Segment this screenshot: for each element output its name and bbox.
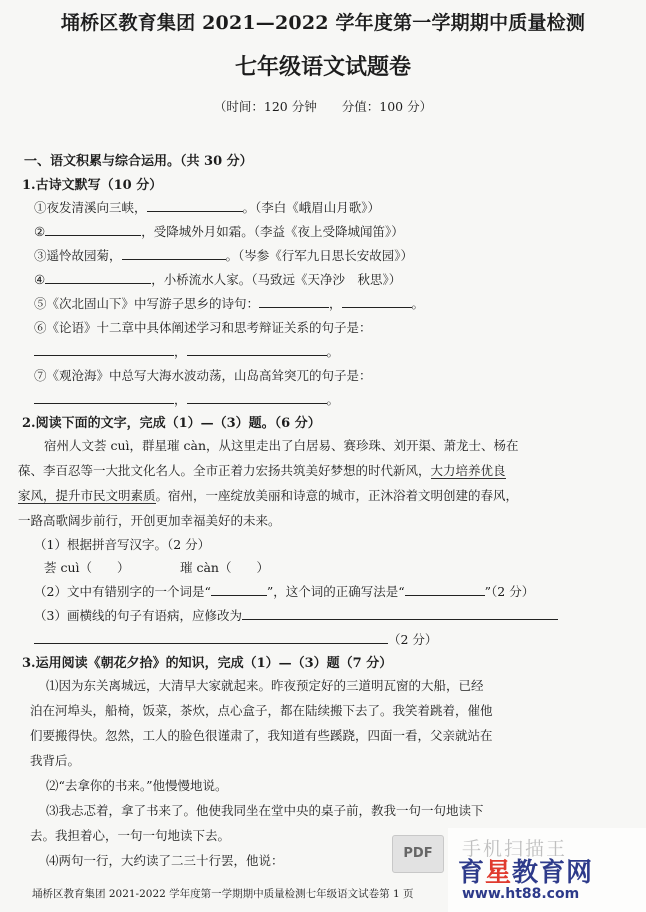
reading-p3-line-1: ⑶我忐忑着，拿了书来了。他使我同坐在堂中央的桌子前，教我一句一句地读下 [46, 803, 484, 818]
poem-line-2: ② ，受降城外月如霜。（李益《夜上受降城闻笛》） [34, 224, 404, 239]
paper-subtitle: 七年级语文试题卷 [234, 54, 411, 80]
poem-line-7-blanks: ， 。 [34, 390, 339, 408]
pinyin-item-b: 璀 càn（ ） [180, 560, 269, 575]
poem-line-4: ④ ，小桥流水人家。（马致远《天净沙 秋思》） [34, 272, 402, 287]
passage-line-4: 一路高歌阔步前行，开创更加幸福美好的未来。 [18, 513, 281, 528]
underlined-sentence-part-2: 家风，提升市民文明素质 [18, 488, 156, 503]
sub-question-3: （3）画横线的句子有语病，应修改为 [34, 606, 558, 624]
sub-question-1: （1）根据拼音写汉字。（2 分） [34, 537, 211, 552]
exam-title: 埇桥区教育集团 2021—2022 学年度第一学期期中质量检测 [60, 12, 586, 34]
reading-p1-line-2: 泊在河埠头，船椅，饭菜，茶炊，点心盒子，都在陆续搬下去了。我笑着跳着，催他 [30, 703, 493, 718]
reading-p2: ⑵“去拿你的书来。”他慢慢地说。 [46, 778, 228, 793]
pdf-icon: PDF [392, 835, 444, 873]
pinyin-item-a: 荟 cuì（ ） [44, 560, 130, 575]
site-url[interactable]: www.ht88.com [462, 886, 580, 902]
underlined-sentence-part-1: 大力培养优良 [430, 463, 506, 478]
site-logo: 育星教育网 [458, 858, 594, 888]
passage-line-2: 葆、李百忍等一大批文化名人。全市正着力宏扬共筑美好梦想的时代新风，大力培养优良 [18, 463, 506, 478]
poem-line-7: ⑦《观沧海》中总写大海水波动荡，山岛高耸突兀的句子是： [34, 368, 372, 383]
reading-p4: ⑷两句一行，大约读了二三十行罢，他说： [46, 853, 284, 868]
reading-p1-line-1: ⑴因为东关离城远，大清早大家就起来。昨夜预定好的三道明瓦窗的大船，已经 [46, 678, 484, 693]
poem-line-6-blanks: ， 。 [34, 342, 339, 360]
exam-info: （时间：120 分钟 分值：100 分） [213, 99, 433, 114]
reading-p3-line-2: 去。我担着心，一句一句地读下去。 [30, 828, 231, 843]
sub-question-2: （2）文中有错别字的一个词是“ ”，这个词的正确写法是“ ”（2 分） [34, 584, 535, 599]
question-1-title: 1.古诗文默写（10 分） [22, 178, 163, 193]
passage-line-1: 宿州人文荟 cuì，群星璀 càn，从这里走出了白居易、赛珍珠、刘开渠、萧龙士、杨在 [44, 438, 519, 453]
poem-line-3: ③遥怜故园菊， 。（岑参《行军九日思长安故园》） [34, 248, 414, 263]
sub-question-3-blank: （2 分） [34, 630, 437, 648]
poem-line-6: ⑥《论语》十二章中具体阐述学习和思考辩证关系的句子是： [34, 320, 372, 335]
section-heading: 一、语文积累与综合运用。（共 30 分） [24, 154, 253, 169]
page-footer: 埇桥区教育集团 2021-2022 学年度第一学期期中质量检测七年级语文试卷第 1 页 [32, 888, 414, 900]
question-2-title: 2.阅读下面的文字，完成（1）—（3）题。（6 分） [22, 416, 321, 431]
question-3-title: 3.运用阅读《朝花夕拾》的知识，完成（1）—（3）题（7 分） [22, 656, 393, 671]
reading-p1-line-3: 们要搬得快。忽然，工人的脸色很谨肃了，我知道有些蹊跷，四面一看，父亲就站在 [30, 728, 493, 743]
scanner-watermark: 手机扫描王 [462, 838, 568, 860]
passage-line-3: 家风，提升市民文明素质。宿州，一座绽放美丽和诗意的城市，正沐浴着文明创建的春风， [18, 488, 519, 503]
reading-p1-line-4: 我背后。 [30, 753, 81, 768]
poem-line-5: ⑤《次北固山下》中写游子思乡的诗句： ， 。 [34, 296, 425, 311]
poem-line-1: ①夜发清溪向三峡， 。（李白《峨眉山月歌》） [34, 200, 381, 215]
